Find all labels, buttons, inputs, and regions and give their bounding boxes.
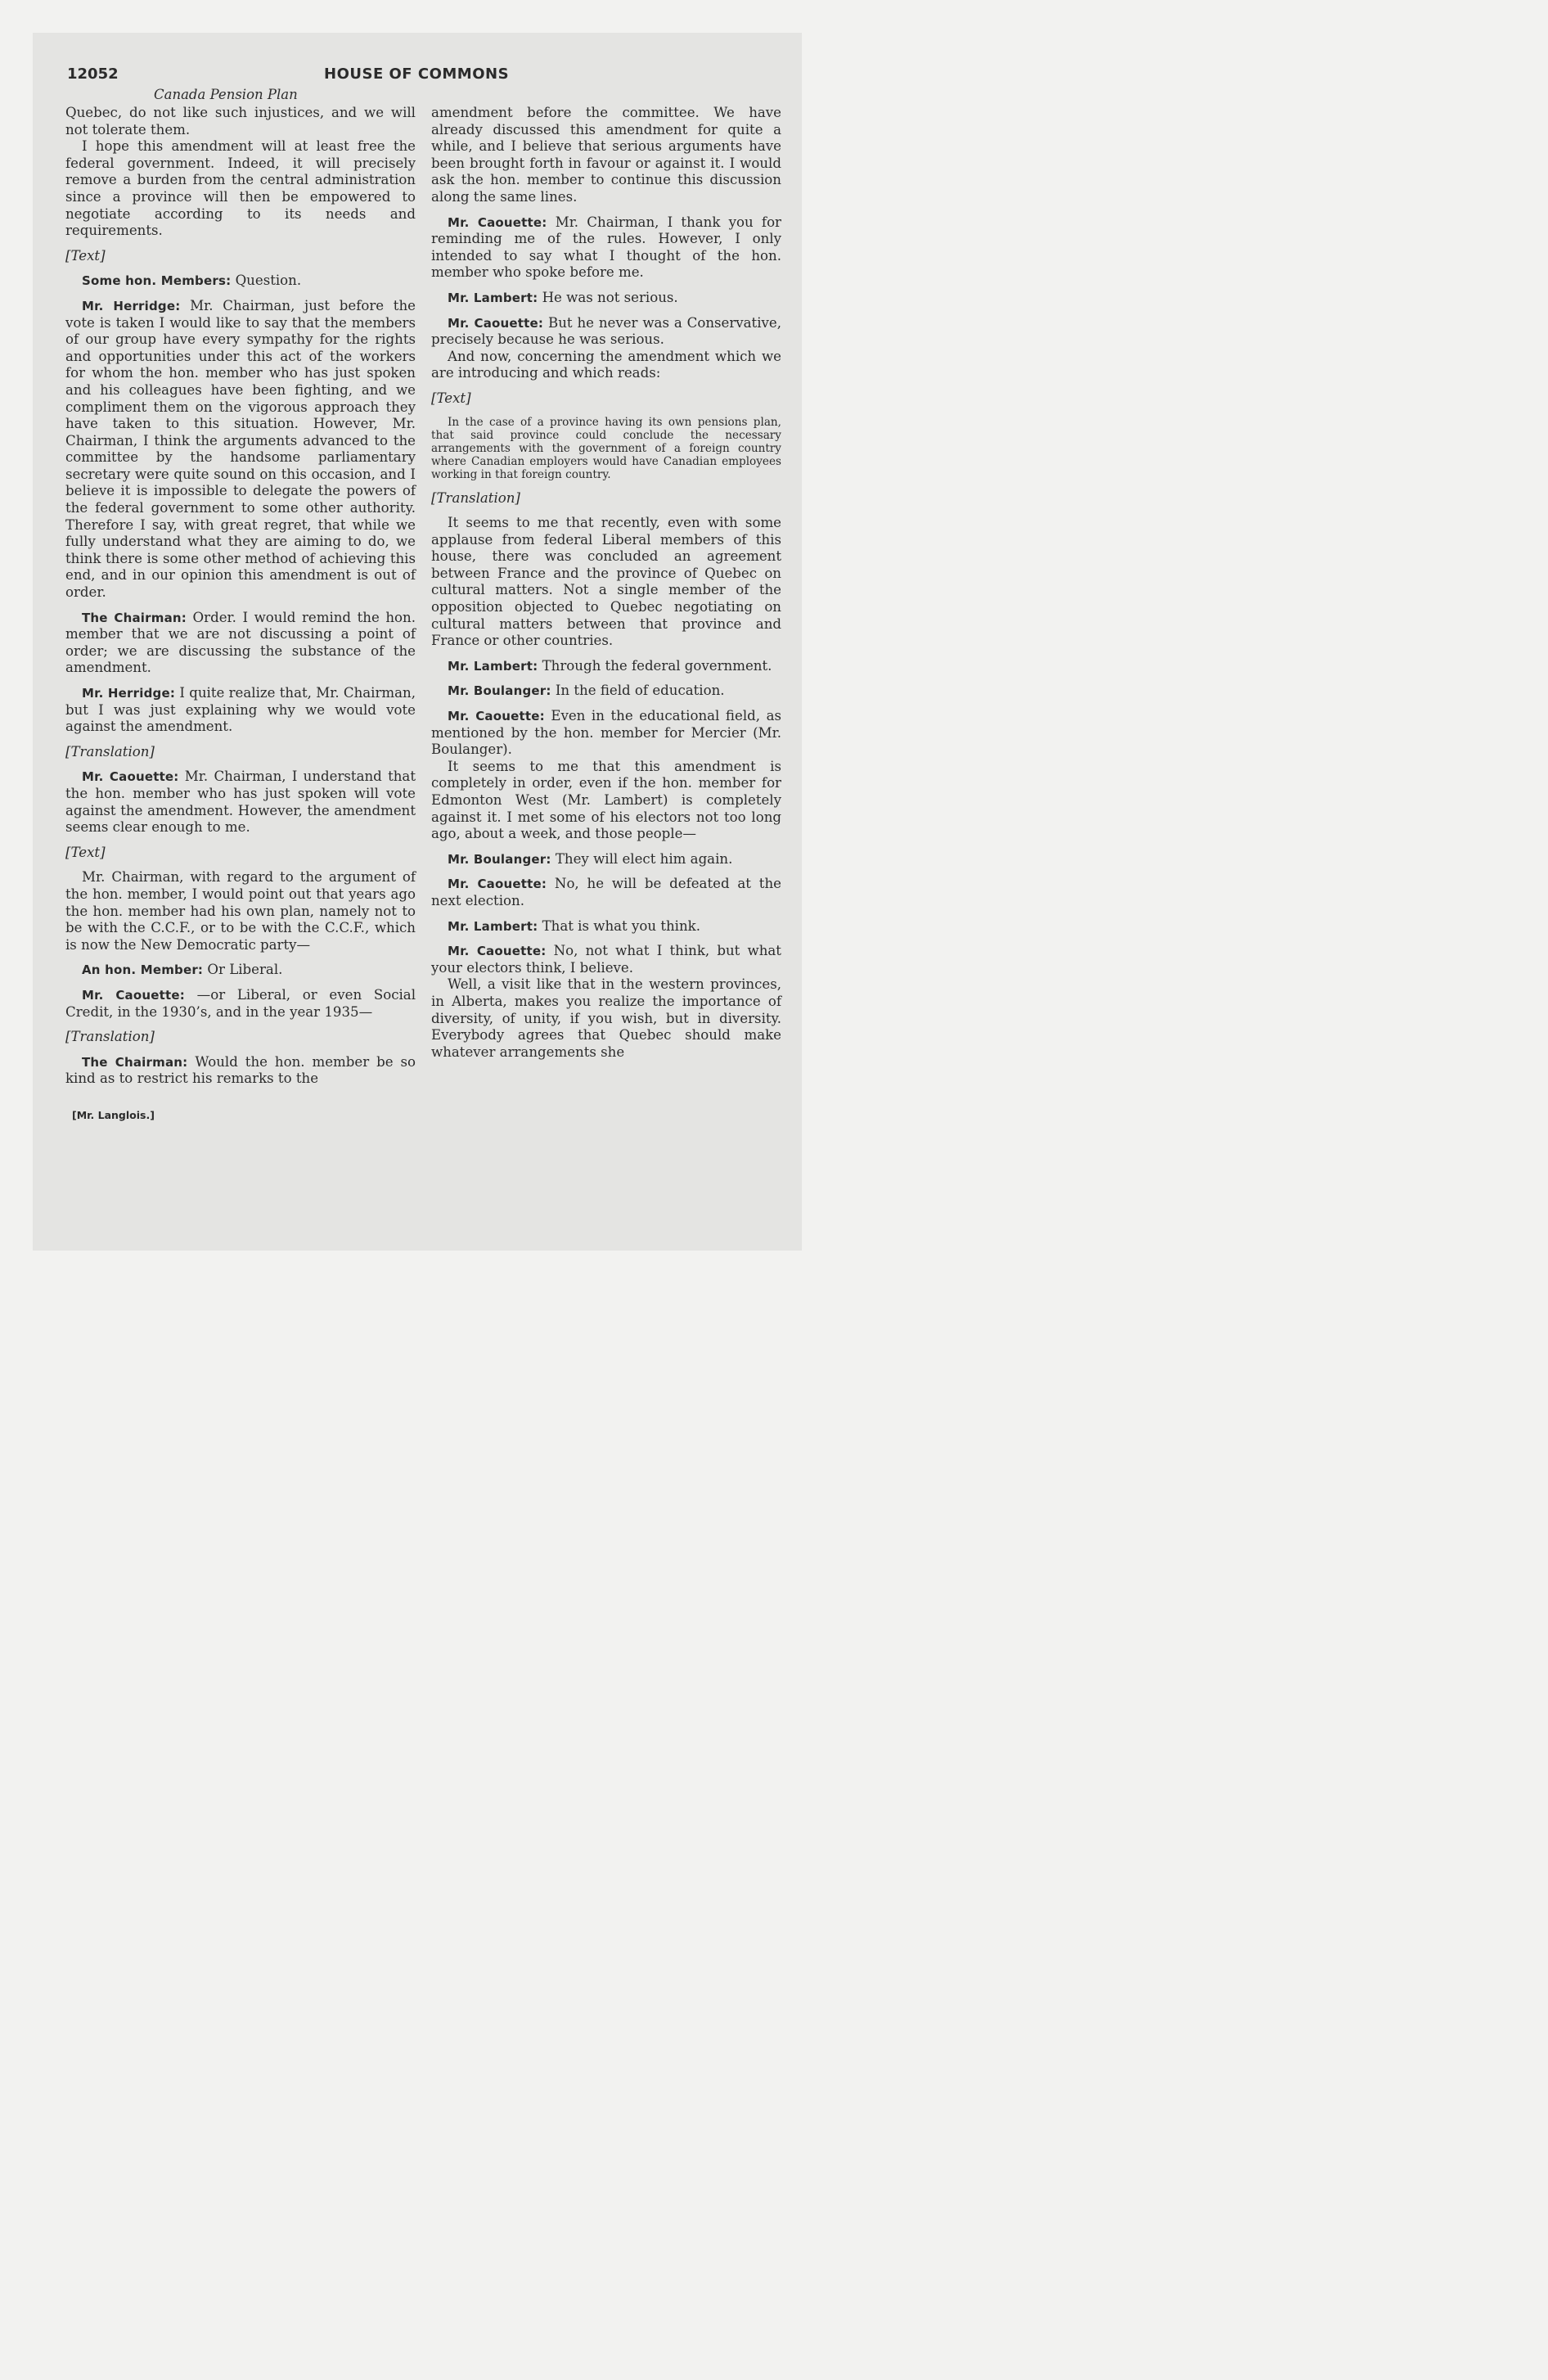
speech-paragraph <box>65 610 416 677</box>
text-paragraph: I hope this amendment will at least free the federal government. Indeed, it will precisely remove a burden from the central administration since a province will then be empowered to negotiate according to its needs and requirements. <box>65 138 416 239</box>
speaker-name: Mr. Caouette: <box>82 987 185 1003</box>
speaker-name: The Chairman: <box>82 610 187 625</box>
page-number: 12052 <box>67 65 119 83</box>
speech-paragraph <box>431 658 781 675</box>
speech-text: He was not serious. <box>542 289 678 305</box>
language-tag: [Text] <box>431 390 471 406</box>
speech-text: No, he will be defeated at the next election. <box>431 876 781 908</box>
speaker-name: Mr. Lambert: <box>448 658 538 674</box>
speaker-name: Mr. Herridge: <box>82 298 181 313</box>
text-paragraph: Mr. Chairman, with regard to the argument of the hon. member, I would point out that years ago the hon. member had his own plan, namely not to be with the C.C.F., or to be with the C.C.F., which is now the New Democratic party— <box>65 869 416 953</box>
speech-paragraph <box>431 851 781 868</box>
speech-paragraph <box>65 685 416 736</box>
speech-text: Would the hon. member be so kind as to restrict his remarks to the <box>65 1053 416 1087</box>
language-tag: [Translation] <box>65 1029 155 1045</box>
language-tag: [Translation] <box>65 743 155 760</box>
speaker-name: Mr. Lambert: <box>448 290 538 305</box>
text-paragraph: And now, concerning the amendment which we are introducing and which reads: <box>431 348 781 381</box>
speech-text: Mr. Chairman, just before the vote is taken I would like to say that the members of our group have every sympathy for the rights and opportunities under this act of the workers for whom the hon. member who has just spoken and his colleagues have been fighting, and we compliment them on the vigorous approach they have taken to this situation. However, Mr. Chairman, I think the arguments advanced to the committee by the handsome parliamentary secretary were quite sound on this occasion, and I believe it is impossible to delegate the powers of the federal government to some other authority. Therefore I say, with great regret, that while we fully understand what they are aiming to do, we think there is some other method of achieving this end, and in our opinion this amendment is out of order. <box>65 297 416 601</box>
speech-text: Through the federal government. <box>542 657 772 674</box>
language-tag: [Text] <box>65 247 106 264</box>
running-header: HOUSE OF COMMONS <box>324 65 510 83</box>
speech-text: But he never was a Conservative, precisely because he was serious. <box>431 314 781 348</box>
speech-text: Even in the educational field, as mentioned by the hon. member for Mercier (Mr. Boulanger). <box>431 708 781 758</box>
left-column <box>65 105 416 1096</box>
speech-text: —or Liberal, or even Social Credit, in the 1930’s, and in the year 1935— <box>65 986 416 1020</box>
language-tag: [Translation] <box>431 489 520 506</box>
speaker-name: Mr. Boulanger: <box>448 851 551 867</box>
speaker-name: Some hon. Members: <box>82 273 232 289</box>
speech-text: I quite realize that, Mr. Chairman, but I was just explaining why we would vote against the amendment. <box>65 685 416 735</box>
speech-paragraph <box>65 1054 416 1088</box>
speech-paragraph <box>65 273 416 290</box>
speech-paragraph <box>431 214 781 282</box>
text-paragraph: amendment before the committee. We have already discussed this amendment for quite a while, and I believe that serious arguments have been brought forth in favour or against it. I would ask the hon. member to continue this discussion along the same lines. <box>431 105 781 205</box>
speech-paragraph <box>65 769 416 836</box>
speech-text: Or Liberal. <box>207 962 283 978</box>
speech-paragraph <box>431 708 781 759</box>
speech-text: Question. <box>235 273 302 289</box>
text-paragraph: Quebec, do not like such injustices, and we will not tolerate them. <box>65 105 416 137</box>
speaker-name: Mr. Caouette: <box>448 944 547 959</box>
quoted-amendment: In the case of a province having its own pensions plan, that said province could conclude the necessary arrangements with the government of a foreign country where Canadian employers would have Canadian employees working in that foreign country. <box>431 415 781 482</box>
speech-paragraph <box>431 876 781 909</box>
speech-paragraph <box>65 298 416 602</box>
speaker-name: Mr. Caouette: <box>448 214 547 230</box>
hansard-page <box>33 33 802 1251</box>
speaker-name: The Chairman: <box>82 1054 188 1070</box>
speech-text: Mr. Chairman, I understand that the hon. member who has just spoken will vote against the amendment. However, the amendment seems clear enough to me. <box>65 769 416 836</box>
speech-paragraph <box>65 962 416 979</box>
speech-paragraph <box>431 683 781 700</box>
speaker-name: Mr. Caouette: <box>448 877 547 892</box>
speaker-name: Mr. Lambert: <box>448 918 538 934</box>
text-paragraph: It seems to me that this amendment is completely in order, even if the hon. member for Edmonton West (Mr. Lambert) is completely against it. I met some of his electors not too long ago, about a week, and those people— <box>431 758 781 842</box>
speaker-name: Mr. Caouette: <box>82 769 179 785</box>
speech-text: Mr. Chairman, I thank you for reminding me of the rules. However, I only intended to say what I thought of the hon. member who spoke before me. <box>431 214 781 281</box>
right-column <box>431 105 781 1069</box>
speaker-name: An hon. Member: <box>82 962 204 978</box>
speech-text: Order. I would remind the hon. member that we are not discussing a point of order; we are discussing the substance of the amendment. <box>65 609 416 676</box>
speaker-name: Mr. Herridge: <box>82 686 176 701</box>
speech-text: That is what you think. <box>542 917 700 934</box>
speech-paragraph <box>431 290 781 307</box>
speaker-name: Mr. Caouette: <box>448 709 545 724</box>
speaker-name: Mr. Boulanger: <box>448 683 551 699</box>
speech-paragraph <box>431 918 781 935</box>
language-tag: [Text] <box>65 844 106 860</box>
text-paragraph: It seems to me that recently, even with some applause from federal Liberal members of this house, there was concluded an agreement between France and the province of Quebec on cultural matters. Not a single member of the opposition objected to Quebec negotiating on cultural matters between that province and France or other countries. <box>431 515 781 649</box>
subject-heading: Canada Pension Plan <box>154 87 298 102</box>
speech-paragraph <box>431 315 781 349</box>
speech-text: No, not what I think, but what your electors think, I believe. <box>431 943 781 976</box>
speech-text: In the field of education. <box>555 683 725 699</box>
text-paragraph: Well, a visit like that in the western provinces, in Alberta, makes you realize the importance of diversity, of unity, if you wish, but in diversity. Everybody agrees that Quebec should make whatever arrangements she <box>431 976 781 1060</box>
page-footer: [Mr. Langlois.] <box>72 1109 155 1121</box>
speech-text: They will elect him again. <box>555 850 733 867</box>
speech-paragraph <box>65 987 416 1021</box>
speaker-name: Mr. Caouette: <box>448 315 544 331</box>
speech-paragraph <box>431 943 781 976</box>
